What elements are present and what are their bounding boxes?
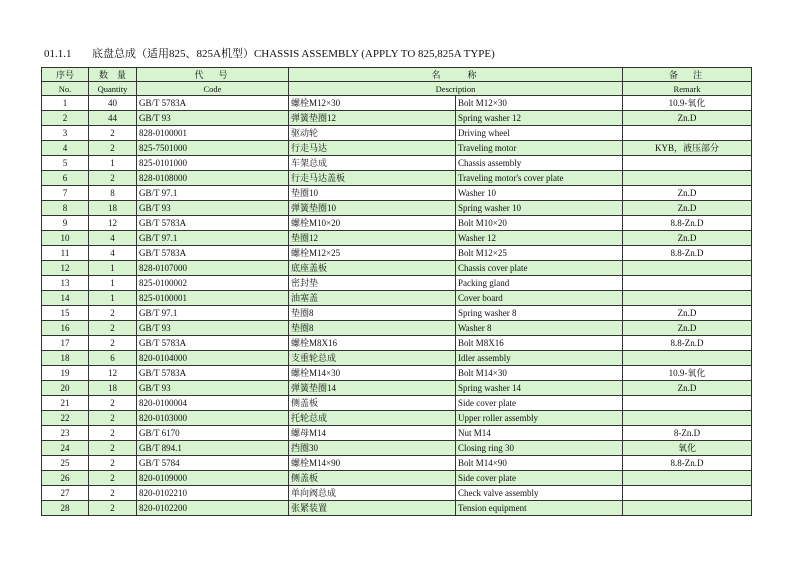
cell-no: 21: [42, 396, 89, 411]
table-row: [42, 351, 752, 366]
cell-remark: Zn.D: [623, 381, 752, 396]
cell-name-cn: 单向阀总成: [289, 486, 456, 501]
cell-code: GB/T 93: [137, 381, 289, 396]
cell-code: 820-0102200: [137, 501, 289, 516]
table-row: [42, 456, 752, 471]
cell-code: GB/T 5783A: [137, 246, 289, 261]
cell-name-en: Check valve assembly: [456, 486, 623, 501]
header-qty-en: Quantity: [89, 82, 137, 96]
cell-qty: 2: [89, 486, 137, 501]
cell-name-en: Chassis assembly: [456, 156, 623, 171]
cell-qty: 2: [89, 426, 137, 441]
header-code-cn: 代 号: [137, 68, 289, 82]
cell-name-cn: 侧盖板: [289, 471, 456, 486]
cell-name-cn: 驱动轮: [289, 126, 456, 141]
table-body: [42, 96, 752, 516]
cell-name-cn: 弹簧垫圈12: [289, 111, 456, 126]
cell-remark: 10.9-氧化: [623, 96, 752, 111]
cell-name-en: Spring washer 8: [456, 306, 623, 321]
table-row: [42, 156, 752, 171]
cell-code: 820-0102210: [137, 486, 289, 501]
cell-qty: 4: [89, 231, 137, 246]
cell-name-cn: 垫圈10: [289, 186, 456, 201]
header-desc-cn: 名 称: [289, 68, 623, 82]
cell-name-en: Side cover plate: [456, 471, 623, 486]
cell-no: 25: [42, 456, 89, 471]
cell-code: 828-0108000: [137, 171, 289, 186]
cell-name-cn: 垫圈12: [289, 231, 456, 246]
cell-no: 3: [42, 126, 89, 141]
cell-no: 24: [42, 441, 89, 456]
cell-name-cn: 张紧装置: [289, 501, 456, 516]
parts-table: [41, 67, 752, 516]
cell-remark: 10.9-氧化: [623, 366, 752, 381]
cell-name-cn: 支重轮总成: [289, 351, 456, 366]
header-remark-cn: 备 注: [623, 68, 752, 82]
cell-code: GB/T 93: [137, 111, 289, 126]
cell-qty: 44: [89, 111, 137, 126]
table-row: [42, 201, 752, 216]
cell-qty: 6: [89, 351, 137, 366]
cell-no: 22: [42, 411, 89, 426]
cell-code: GB/T 5783A: [137, 96, 289, 111]
cell-qty: 12: [89, 366, 137, 381]
section-number: 01.1.1: [44, 48, 72, 60]
cell-qty: 2: [89, 441, 137, 456]
header-code-en: Code: [137, 82, 289, 96]
cell-name-en: Idler assembly: [456, 351, 623, 366]
cell-name-en: Packing gland: [456, 276, 623, 291]
table-row: [42, 336, 752, 351]
cell-name-en: Bolt M10×20: [456, 216, 623, 231]
cell-name-en: Bolt M12×25: [456, 246, 623, 261]
table-row: [42, 426, 752, 441]
cell-code: 820-0100004: [137, 396, 289, 411]
cell-code: GB/T 93: [137, 321, 289, 336]
cell-remark: [623, 126, 752, 141]
cell-name-cn: 弹簧垫圈14: [289, 381, 456, 396]
cell-name-cn: 螺栓M14×90: [289, 456, 456, 471]
cell-code: GB/T 97.1: [137, 231, 289, 246]
cell-no: 18: [42, 351, 89, 366]
cell-no: 19: [42, 366, 89, 381]
cell-no: 12: [42, 261, 89, 276]
cell-qty: 2: [89, 171, 137, 186]
table-row: [42, 411, 752, 426]
table-row: [42, 171, 752, 186]
cell-no: 20: [42, 381, 89, 396]
table-header: [42, 68, 752, 96]
cell-name-cn: 垫圈8: [289, 306, 456, 321]
table-row: [42, 96, 752, 111]
cell-qty: 2: [89, 471, 137, 486]
cell-remark: [623, 261, 752, 276]
table-row: [42, 186, 752, 201]
header-seq-cn: 序号: [42, 68, 89, 82]
cell-no: 9: [42, 216, 89, 231]
cell-no: 2: [42, 111, 89, 126]
cell-name-cn: 底座盖板: [289, 261, 456, 276]
cell-name-en: Cover board: [456, 291, 623, 306]
cell-code: GB/T 97.1: [137, 306, 289, 321]
cell-code: GB/T 5783A: [137, 216, 289, 231]
header-desc-en: Description: [289, 82, 623, 96]
cell-qty: 1: [89, 261, 137, 276]
cell-remark: [623, 351, 752, 366]
cell-code: 825-7501000: [137, 141, 289, 156]
cell-remark: Zn.D: [623, 201, 752, 216]
cell-remark: 氧化: [623, 441, 752, 456]
cell-name-cn: 车架总成: [289, 156, 456, 171]
cell-name-cn: 托轮总成: [289, 411, 456, 426]
cell-code: 825-0101000: [137, 156, 289, 171]
cell-name-cn: 密封垫: [289, 276, 456, 291]
cell-qty: 1: [89, 156, 137, 171]
cell-no: 17: [42, 336, 89, 351]
cell-remark: [623, 396, 752, 411]
cell-name-en: Bolt M12×30: [456, 96, 623, 111]
cell-no: 10: [42, 231, 89, 246]
cell-code: 820-0103000: [137, 411, 289, 426]
cell-name-cn: 螺母M14: [289, 426, 456, 441]
cell-remark: [623, 291, 752, 306]
cell-name-en: Bolt M8X16: [456, 336, 623, 351]
cell-qty: 12: [89, 216, 137, 231]
cell-qty: 2: [89, 141, 137, 156]
cell-qty: 40: [89, 96, 137, 111]
cell-name-en: Traveling motor: [456, 141, 623, 156]
cell-qty: 1: [89, 291, 137, 306]
cell-name-en: Chassis cover plate: [456, 261, 623, 276]
cell-qty: 18: [89, 381, 137, 396]
cell-name-cn: 螺栓M10×20: [289, 216, 456, 231]
cell-remark: 8-Zn.D: [623, 426, 752, 441]
page-title: [44, 45, 495, 61]
cell-qty: 2: [89, 501, 137, 516]
cell-remark: [623, 486, 752, 501]
table-row: [42, 501, 752, 516]
table-row: [42, 366, 752, 381]
cell-qty: 4: [89, 246, 137, 261]
cell-name-cn: 螺栓M12×25: [289, 246, 456, 261]
table-row: [42, 381, 752, 396]
cell-name-en: Washer 8: [456, 321, 623, 336]
cell-no: 23: [42, 426, 89, 441]
cell-remark: [623, 411, 752, 426]
cell-no: 15: [42, 306, 89, 321]
cell-code: 820-0109000: [137, 471, 289, 486]
cell-no: 27: [42, 486, 89, 501]
cell-name-cn: 挡圈30: [289, 441, 456, 456]
table-row: [42, 441, 752, 456]
cell-remark: Zn.D: [623, 186, 752, 201]
cell-remark: [623, 276, 752, 291]
cell-qty: 2: [89, 411, 137, 426]
cell-no: 16: [42, 321, 89, 336]
cell-code: 828-0107000: [137, 261, 289, 276]
cell-remark: Zn.D: [623, 321, 752, 336]
cell-name-en: Tension equipment: [456, 501, 623, 516]
cell-qty: 2: [89, 336, 137, 351]
table-row: [42, 111, 752, 126]
cell-no: 5: [42, 156, 89, 171]
table-row: [42, 126, 752, 141]
table-row: [42, 231, 752, 246]
cell-remark: [623, 501, 752, 516]
table-row: [42, 216, 752, 231]
cell-qty: 2: [89, 396, 137, 411]
cell-name-cn: 侧盖板: [289, 396, 456, 411]
cell-name-en: Washer 12: [456, 231, 623, 246]
cell-no: 26: [42, 471, 89, 486]
table-row: [42, 291, 752, 306]
cell-name-cn: 垫圈8: [289, 321, 456, 336]
table-row: [42, 246, 752, 261]
cell-name-en: Closing ring 30: [456, 441, 623, 456]
cell-code: GB/T 5784: [137, 456, 289, 471]
cell-name-en: Driving wheel: [456, 126, 623, 141]
table-row: [42, 261, 752, 276]
table-row: [42, 471, 752, 486]
cell-remark: KYB，液压部分: [623, 141, 752, 156]
cell-no: 8: [42, 201, 89, 216]
cell-remark: Zn.D: [623, 111, 752, 126]
cell-name-en: Bolt M14×30: [456, 366, 623, 381]
cell-remark: Zn.D: [623, 306, 752, 321]
cell-code: GB/T 5783A: [137, 336, 289, 351]
table-row: [42, 486, 752, 501]
table-row: [42, 321, 752, 336]
cell-name-en: Spring washer 10: [456, 201, 623, 216]
table-row: [42, 276, 752, 291]
cell-code: 820-0104000: [137, 351, 289, 366]
cell-qty: 2: [89, 456, 137, 471]
section-title: 底盘总成（适用825、825A机型）CHASSIS ASSEMBLY (APPLY TO 825,825A TYPE): [92, 48, 495, 60]
cell-qty: 8: [89, 186, 137, 201]
cell-code: GB/T 93: [137, 201, 289, 216]
cell-code: GB/T 894.1: [137, 441, 289, 456]
cell-no: 28: [42, 501, 89, 516]
cell-no: 1: [42, 96, 89, 111]
cell-name-en: Spring washer 14: [456, 381, 623, 396]
table-row: [42, 306, 752, 321]
cell-name-en: Washer 10: [456, 186, 623, 201]
header-qty-cn: 数 量: [89, 68, 137, 82]
cell-code: GB/T 97.1: [137, 186, 289, 201]
cell-qty: 18: [89, 201, 137, 216]
cell-qty: 2: [89, 321, 137, 336]
cell-code: 825-0100001: [137, 291, 289, 306]
cell-name-en: Spring washer 12: [456, 111, 623, 126]
table-row: [42, 396, 752, 411]
cell-no: 11: [42, 246, 89, 261]
cell-name-cn: 螺栓M8X16: [289, 336, 456, 351]
cell-remark: [623, 471, 752, 486]
cell-remark: 8.8-Zn.D: [623, 336, 752, 351]
cell-name-en: Bolt M14×90: [456, 456, 623, 471]
cell-name-cn: 油塞盖: [289, 291, 456, 306]
cell-code: 828-0100001: [137, 126, 289, 141]
cell-no: 13: [42, 276, 89, 291]
cell-remark: 8.8-Zn.D: [623, 456, 752, 471]
cell-no: 6: [42, 171, 89, 186]
cell-remark: 8.8-Zn.D: [623, 216, 752, 231]
cell-qty: 2: [89, 126, 137, 141]
cell-no: 14: [42, 291, 89, 306]
cell-name-en: Traveling motor's cover plate: [456, 171, 623, 186]
cell-name-en: Upper roller assembly: [456, 411, 623, 426]
cell-name-cn: 螺栓M12×30: [289, 96, 456, 111]
cell-name-en: Side cover plate: [456, 396, 623, 411]
cell-remark: [623, 171, 752, 186]
cell-name-cn: 行走马达盖板: [289, 171, 456, 186]
header-seq-en: No.: [42, 82, 89, 96]
cell-name-cn: 行走马达: [289, 141, 456, 156]
cell-no: 7: [42, 186, 89, 201]
cell-no: 4: [42, 141, 89, 156]
cell-qty: 2: [89, 306, 137, 321]
table-row: [42, 141, 752, 156]
header-remark-en: Remark: [623, 82, 752, 96]
cell-remark: Zn.D: [623, 231, 752, 246]
cell-code: GB/T 6170: [137, 426, 289, 441]
cell-name-en: Nut M14: [456, 426, 623, 441]
cell-code: GB/T 5783A: [137, 366, 289, 381]
cell-remark: 8.8-Zn.D: [623, 246, 752, 261]
cell-name-cn: 螺栓M14×30: [289, 366, 456, 381]
cell-remark: [623, 156, 752, 171]
cell-code: 825-0100002: [137, 276, 289, 291]
cell-name-cn: 弹簧垫圈10: [289, 201, 456, 216]
cell-qty: 1: [89, 276, 137, 291]
